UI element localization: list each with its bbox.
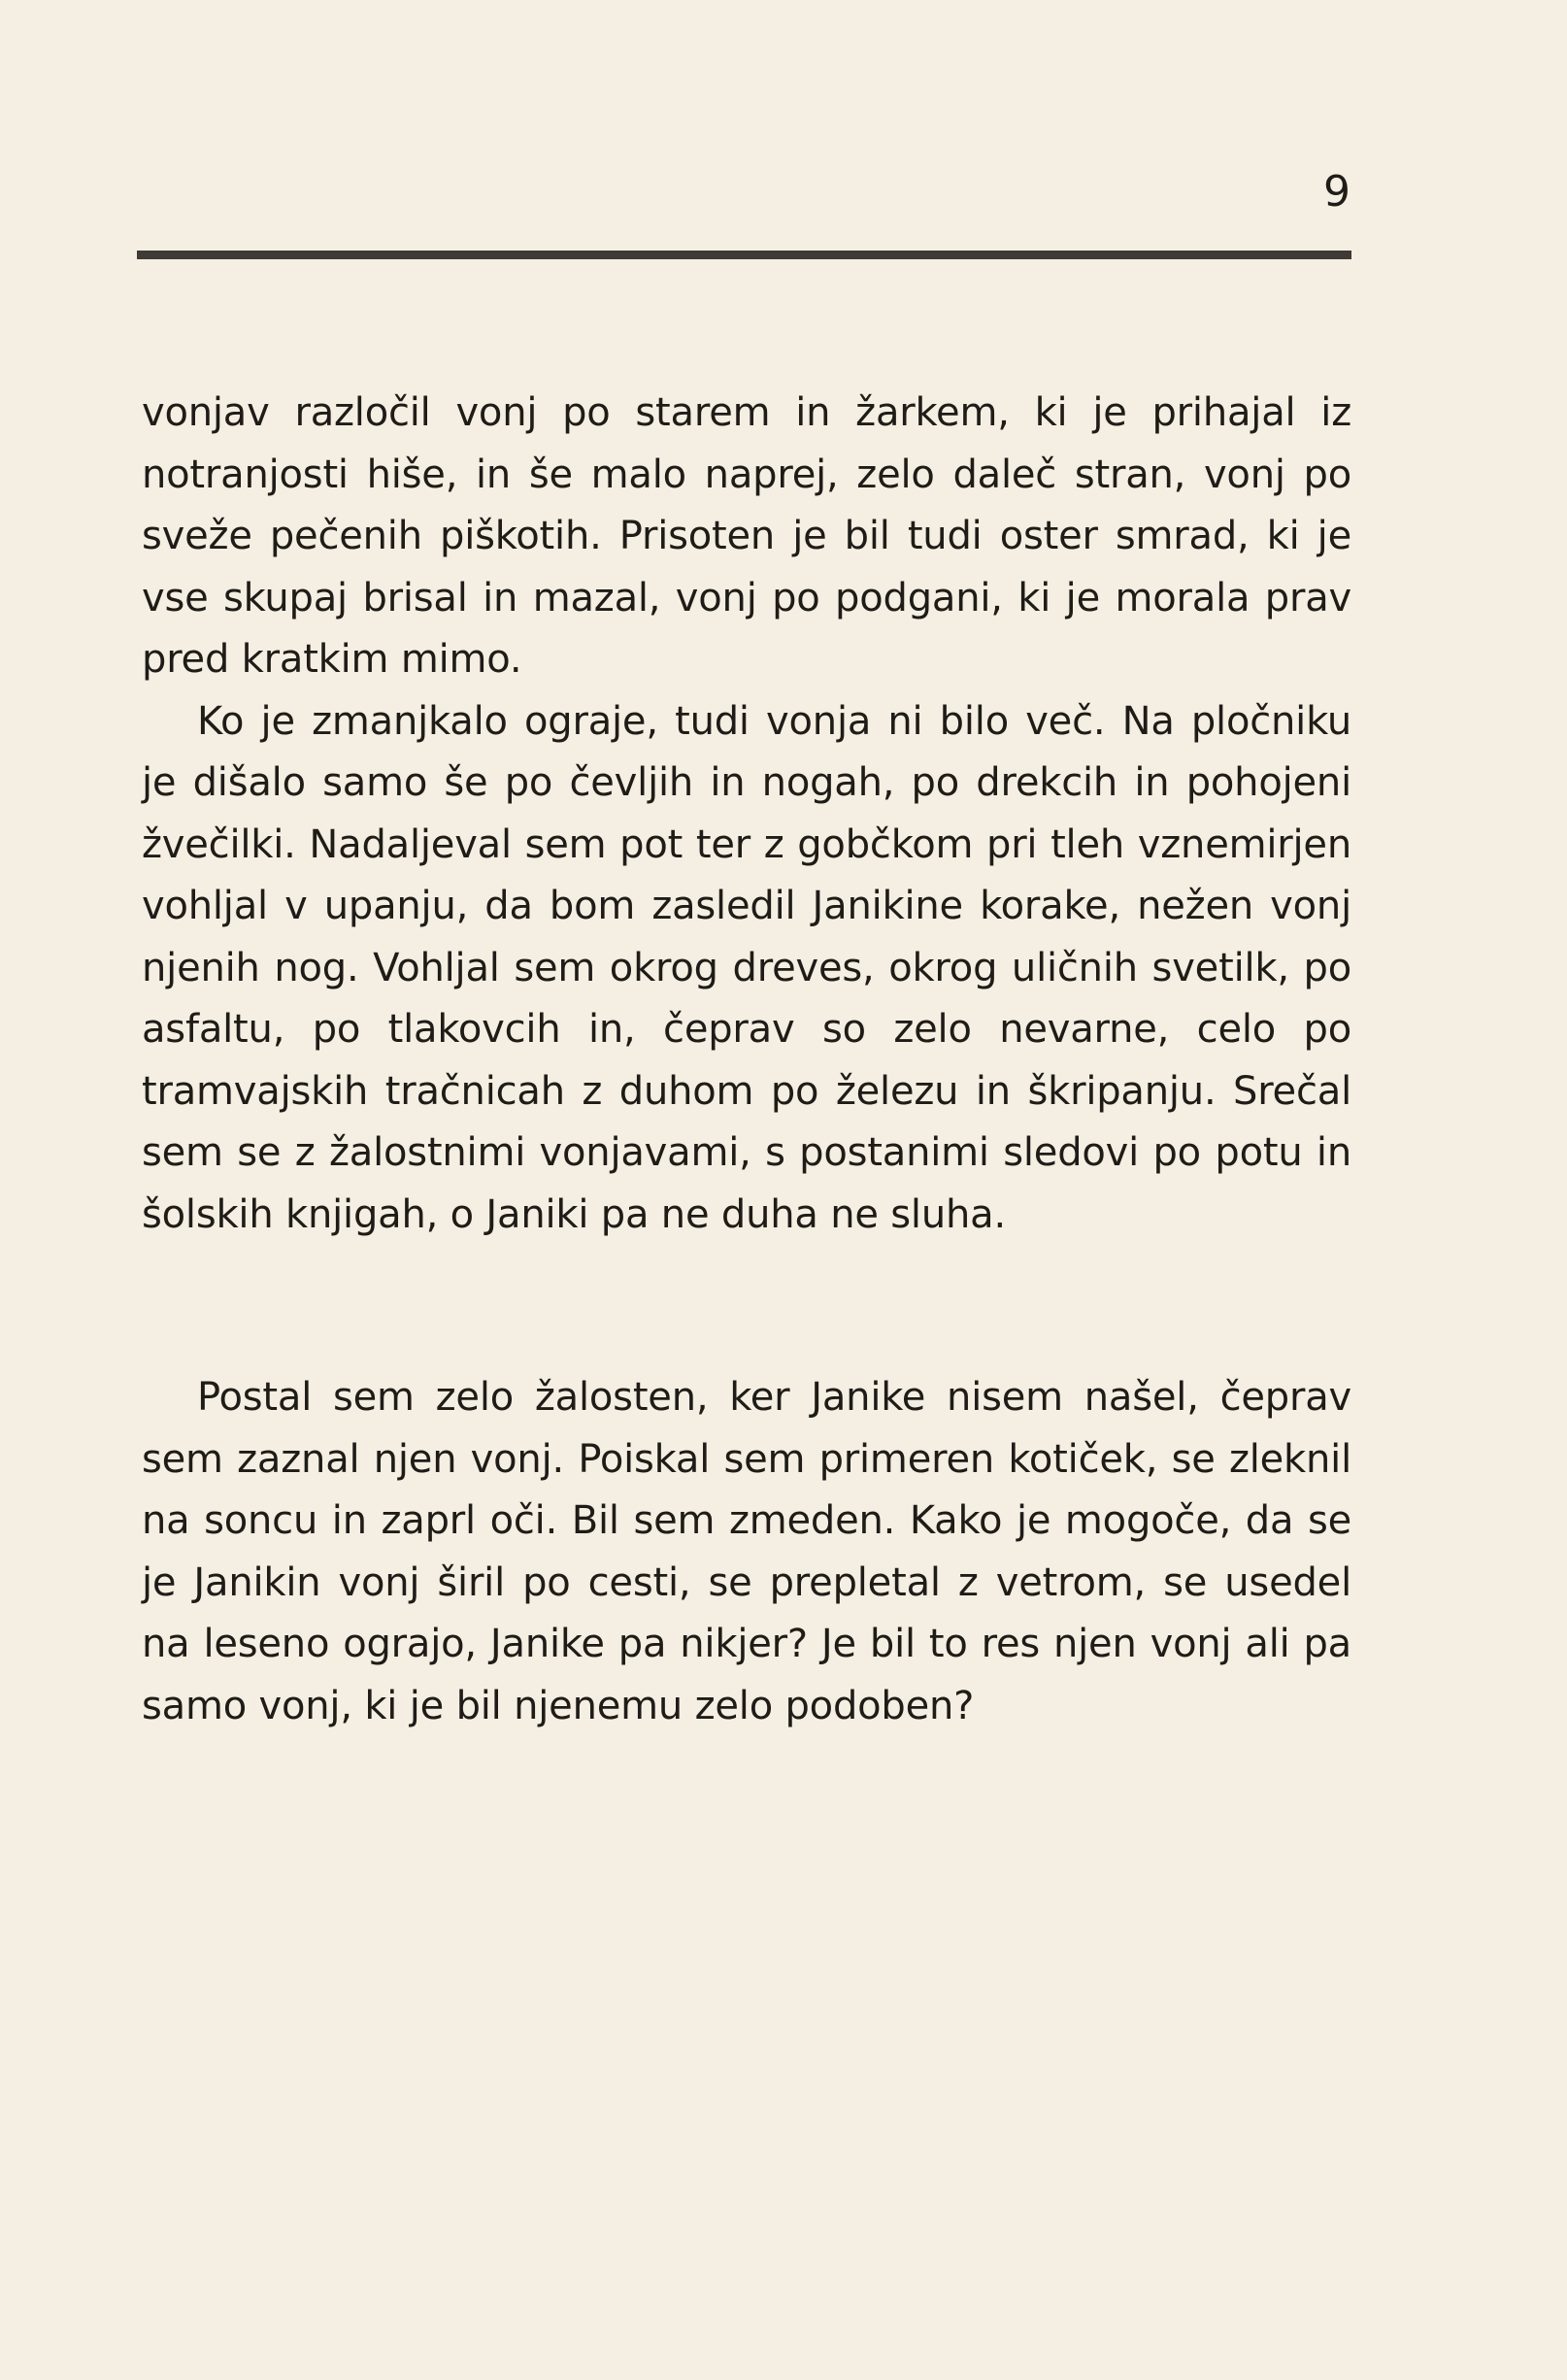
paragraph-3: Postal sem zelo žalosten, ker Janike nisem našel, čeprav sem zaznal njen vonj. Poiskal sem primeren kotiček, se zleknil na soncu in zaprl oči. Bil sem zmeden. Kako je mogoče, da se je Janikin vonj širil po cesti, se prepletal z vetrom, se usedel na leseno ograjo, Janike pa nikjer? Je bil to res njen vonj ali pa samo vonj, ki je bil njenemu zelo podoben? — [142, 1375, 1351, 1728]
section-break — [142, 1246, 1351, 1367]
page-number: 9 — [1323, 167, 1350, 217]
body-text — [142, 383, 1351, 1737]
header-rule — [137, 251, 1351, 259]
paragraph-1: vonjav razločil vonj po starem in žarkem, ki je prihajal iz notranjosti hiše, in še malo naprej, zelo daleč stran, vonj po sveže pečenih piškotih. Prisoten je bil tudi oster smrad, ki je vse skupaj brisal in mazal, vonj po podgani, ki je morala prav pred kratkim mimo. — [142, 390, 1351, 682]
paragraph-2: Ko je zmanjkalo ograje, tudi vonja ni bilo več. Na pločniku je dišalo samo še po čevljih in nogah, po drekcih in pohojeni žvečilki. Nadaljeval sem pot ter z gobčkom pri tleh vznemirjen vohljal v upanju, da bom zasledil Janikine korake, nežen vonj njenih nog. Vohljal sem okrog dreves, okrog uličnih svetilk, po asfaltu, po tlakovcih in, čeprav so zelo nevarne, celo po tramvajskih tračnicah z duhom po železu in škripanju. Srečal sem se z žalostnimi vonjavami, s postanimi sledovi po potu in šolskih knjigah, o Janiki pa ne duha ne sluha. — [142, 698, 1351, 1237]
